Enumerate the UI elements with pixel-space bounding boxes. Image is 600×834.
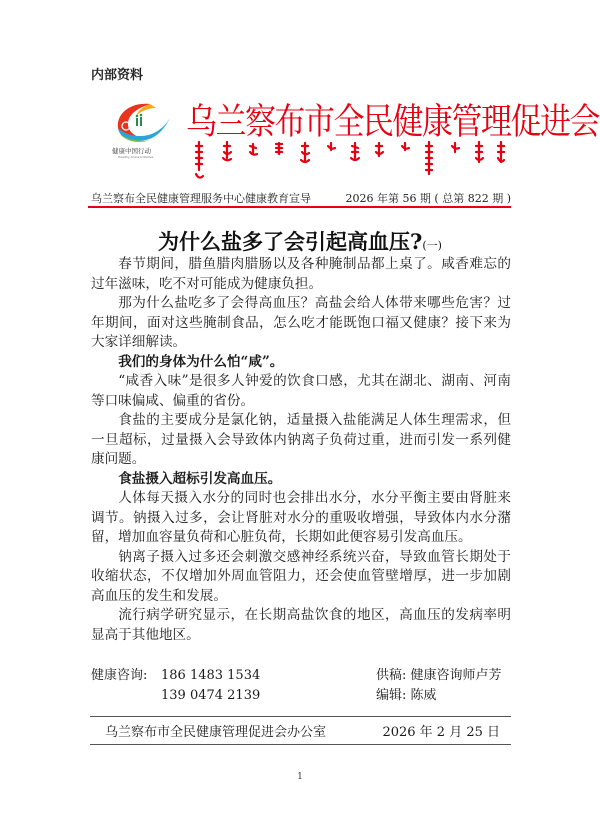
paragraph: “咸香入味”是很多人钟爱的饮食口感，尤其在湖北、湖南、河南等口味偏咸、偏重的省份。 bbox=[91, 373, 511, 409]
issuer-text: 乌兰察布全民健康管理服务中心健康教育宣导 bbox=[91, 192, 311, 205]
paragraph: 春节期间，腊鱼腊肉腊肠以及各种腌制品都上桌了。咸香难忘的过年滋味，吃不对可能成为健康负担。 bbox=[91, 256, 511, 292]
footer-date: 2026 年 2 月 25 日 bbox=[382, 725, 500, 740]
paragraph: 那为什么盐吃多了会得高血压？高盐会给人体带来哪些危害？过年期间，面对这些腌制食品，怎么吃才能既饱口福又健康？接下来为大家详细解读。 bbox=[91, 295, 511, 350]
consult-phone-1: 186 1483 1534 bbox=[161, 668, 261, 683]
article-title-text: 为什么盐多了会引起高血压? bbox=[158, 229, 423, 254]
section-heading: 我们的身体为什么怕“咸”。 bbox=[118, 353, 284, 370]
organization-title: 乌兰察布市全民健康管理促进会 bbox=[186, 101, 599, 143]
contact-block bbox=[91, 666, 511, 706]
paragraph: 钠离子摄入过多还会刺激交感神经系统兴奋，导致血管长期处于收缩状态，不仅增加外周血管阻力，还会使血管壁增厚，进一步加剧高血压的发生和发展。 bbox=[91, 548, 511, 604]
footer-office: 乌兰察布市全民健康管理促进会办公室 bbox=[105, 725, 327, 740]
footer-divider-top bbox=[90, 716, 511, 717]
paragraph: 流行病学研究显示，在长期高盐饮食的地区，高血压的发病率明显高于其他地区。 bbox=[91, 607, 511, 643]
internal-label: 内部资料 bbox=[91, 68, 144, 83]
article-body bbox=[91, 255, 511, 645]
page-number: 1 bbox=[297, 772, 303, 782]
section-heading: 食盐摄入超标引发高血压。 bbox=[118, 470, 282, 487]
editor-name: 陈威 bbox=[410, 688, 437, 703]
header-divider bbox=[88, 206, 511, 208]
issue-line bbox=[91, 190, 511, 206]
mongolian-script-title bbox=[193, 140, 505, 182]
logo-subcaption: Healthy China Initiative bbox=[118, 155, 154, 159]
contributor-name: 健康咨询师卢芳 bbox=[410, 668, 502, 683]
consult-phone-2: 139 0474 2139 bbox=[161, 688, 261, 703]
consult-label: 健康咨询: bbox=[91, 668, 148, 683]
paragraph: 人体每天摄入水分的同时也会排出水分，水分平衡主要由肾脏来调节。钠摄入过多，会让肾脏对水分的重吸收增强，导致体内水分潴留，增加血容量负荷和心脏负荷，长期如此便容易引发高血压。 bbox=[91, 490, 511, 545]
contributor-label: 供稿: bbox=[376, 668, 407, 683]
footer bbox=[105, 721, 500, 740]
paragraph: 食盐的主要成分是氯化钠，适量摄入盐能满足人体生理需求，但一旦超标，过量摄入会导致体内钠离子负荷过重，进而引发一系列健康问题。 bbox=[91, 412, 511, 467]
article-part-label: (一) bbox=[422, 239, 442, 252]
logo-caption: 健康中国行动 bbox=[112, 147, 151, 155]
article-title bbox=[0, 226, 600, 256]
issue-number: 2026 年第 56 期 ( 总第 822 期 ) bbox=[345, 192, 511, 205]
editor-label: 编辑: bbox=[376, 688, 407, 703]
footer-divider-bottom bbox=[90, 744, 511, 745]
